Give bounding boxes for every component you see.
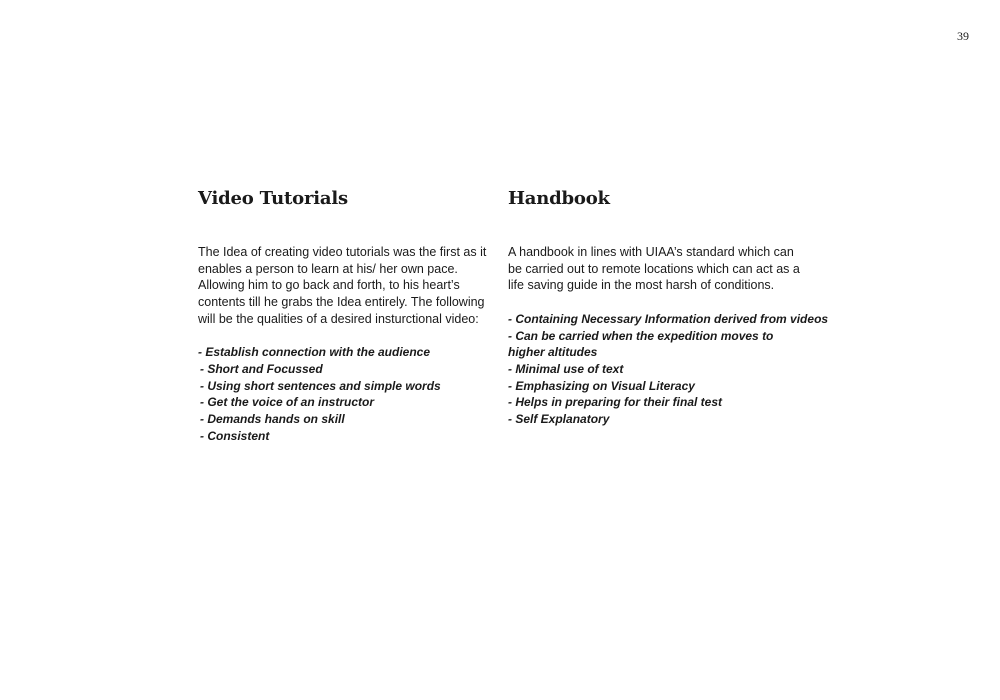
video-tutorials-paragraph: The Idea of creating video tutorials was the first as it enables a person to learn at his/ her own pace. Allowing him to go back and forth, to his heart’s contents till he grabs the Idea entirely. The following will be the qualities of a desired insturctional video: (198, 245, 487, 326)
list-item: - Using short sentences and simple words (200, 378, 441, 393)
handbook-paragraph: A handbook in lines with UIAA’s standard which can be carried out to remote locations which can act as a life saving guide in the most harsh of conditions. (508, 245, 800, 293)
handbook-features-list (508, 311, 829, 428)
list-item: - Consistent (200, 428, 270, 443)
list-item: - Containing Necessary Information derived from videos (508, 311, 829, 326)
list-item: - Demands hands on skill (200, 412, 345, 427)
list-item: - Helps in preparing for their final test (508, 395, 723, 410)
list-item: - Minimal use of text (508, 361, 624, 376)
list-item: - Short and Focussed (200, 361, 323, 376)
list-item: - Get the voice of an instructor (200, 395, 375, 410)
handbook-section (508, 186, 829, 428)
video-tutorials-section (198, 186, 490, 444)
list-item: - Establish connection with the audience (198, 345, 431, 360)
list-item: - Can be carried when the expedition moves to higher altitudes (508, 328, 774, 360)
video-tutorials-heading: Video Tutorials (198, 188, 348, 209)
video-qualities-list (198, 344, 490, 444)
page-number: 39 (957, 29, 969, 43)
list-item: - Self Explanatory (508, 412, 610, 427)
handbook-heading: Handbook (508, 188, 610, 209)
list-item: - Emphasizing on Visual Literacy (508, 378, 695, 393)
